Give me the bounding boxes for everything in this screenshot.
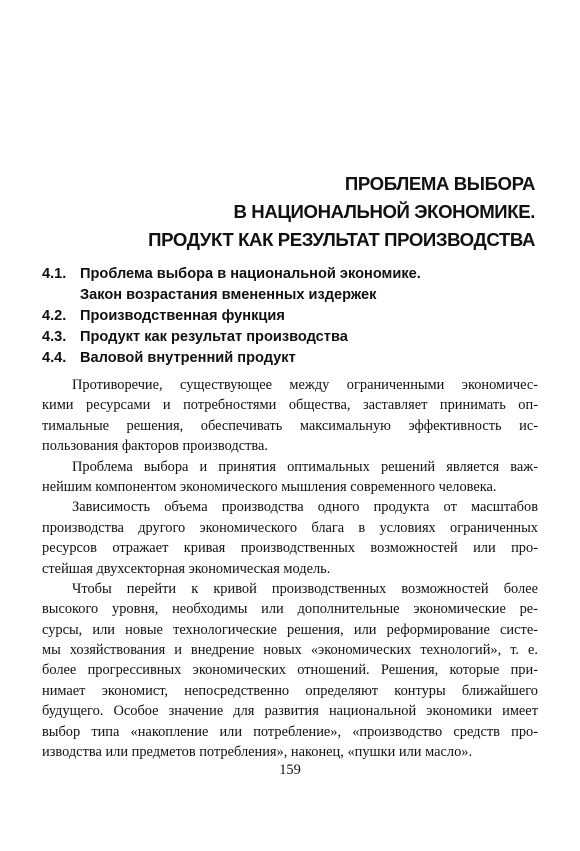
text-line: Проблема выбора и принятия оптимальных решений является важ-: [72, 458, 538, 475]
text-line: нейшим компонентом экономического мышления современного человека.: [42, 478, 497, 495]
text-line: высокого уровня, необходимы или дополнительные экономические ре-: [42, 601, 538, 618]
text-line: стейшая двухсекторная экономическая модель.: [42, 560, 331, 577]
text-line: кими ресурсами и потребностями общества, заставляет принимать оп-: [42, 397, 538, 414]
paragraph-3: [42, 497, 538, 579]
section-number: 4.3.: [42, 329, 67, 345]
text-line: Зависимость объема производства одного продукта от масштабов: [72, 499, 538, 516]
text-line: мы хозяйствования и внедрение новых «экономических технологий», т. е.: [42, 642, 538, 659]
chapter-title-line: В НАЦИОНАЛЬНОЙ ЭКОНОМИКЕ.: [233, 201, 535, 222]
text-line: будущего. Особое значение для развития национальной экономики имеет: [42, 703, 538, 720]
chapter-title-line: ПРОДУКТ КАК РЕЗУЛЬТАТ ПРОИЗВОДСТВА: [148, 229, 535, 250]
text-line: выбор типа «накопление или потребление», «производство средств про-: [42, 723, 538, 740]
section-list: [42, 264, 542, 369]
page-number: 159: [279, 762, 301, 778]
section-subtitle: Закон возрастания вмененных издержек: [80, 287, 377, 303]
section-title: Проблема выбора в национальной экономике.: [80, 266, 421, 282]
chapter-title: [90, 170, 535, 254]
body-text: [42, 375, 538, 762]
paragraph-1: [42, 375, 538, 457]
paragraph-4: [42, 579, 538, 763]
text-line: сурсы, или новые технологические решения, или реформирование систе-: [42, 621, 538, 638]
text-line: изводства или предметов потребления», наконец, «пушки или масло».: [42, 744, 473, 761]
section-title: Валовой внутренний продукт: [80, 350, 296, 366]
section-title: Производственная функция: [80, 308, 285, 324]
section-item-4-2: [42, 306, 542, 327]
text-line: более прогрессивных экономических отношений. Решения, которые при-: [42, 662, 538, 679]
text-line: нимает экономист, непосредственно определяют контуры ближайшего: [42, 682, 538, 699]
text-line: ресурсов отражает кривая производственных возможностей или про-: [42, 540, 538, 557]
section-item-4-3: [42, 327, 542, 348]
paragraph-2: [42, 457, 538, 498]
text-line: Противоречие, существующее между ограниченными экономичес-: [72, 377, 538, 393]
section-item-4-1: [42, 264, 542, 285]
text-line: производства другого экономического блага в условиях ограниченных: [42, 519, 538, 536]
chapter-title-line: ПРОБЛЕМА ВЫБОРА: [344, 173, 535, 194]
section-number: 4.2.: [42, 308, 67, 324]
text-line: Чтобы перейти к кривой производственных возможностей более: [72, 580, 538, 597]
text-line: пользования факторов производства.: [42, 438, 268, 455]
section-title: Продукт как результат производства: [80, 329, 348, 345]
section-number: 4.4.: [42, 350, 67, 366]
section-number: 4.1.: [42, 266, 67, 282]
section-item-4-4: [42, 348, 542, 369]
text-line: тимальные решения, обеспечивать максимальную эффективность ис-: [42, 417, 538, 434]
